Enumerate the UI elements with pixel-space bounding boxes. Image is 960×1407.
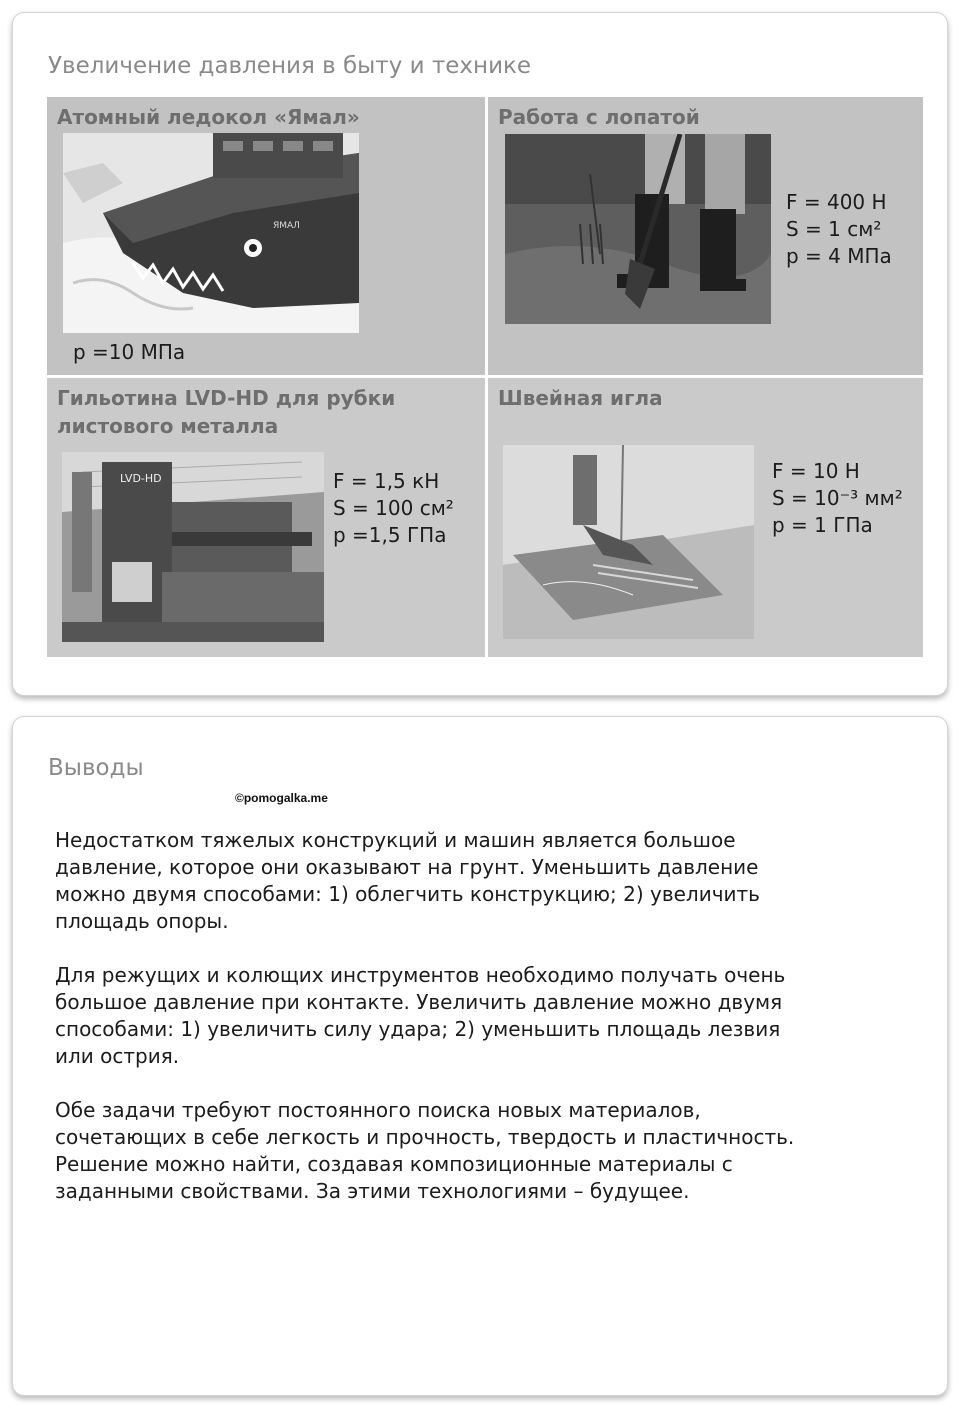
paragraph: [55, 1097, 935, 1205]
slide-title: Выводы: [48, 755, 144, 781]
pressure-value: р =10 МПа: [73, 340, 186, 364]
cell-title-line: Гильотина LVD-HD для рубки: [57, 386, 396, 410]
icebreaker-params: [73, 339, 185, 366]
guillotine-photo: [62, 452, 324, 642]
text-line: сочетающих в себе легкость и прочность, твердость и пластичность.: [55, 1125, 795, 1149]
text-line: можно двумя способами: 1) облегчить конструкцию; 2) увеличить: [55, 882, 760, 906]
text-line: большое давление при контакте. Увеличить давление можно двумя: [55, 990, 783, 1014]
cell-title: Работа с лопатой: [498, 105, 700, 129]
cell-title: Атомный ледокол «Ямал»: [57, 105, 360, 129]
cell-shovel: [488, 97, 923, 375]
slide-pressure-examples: [12, 12, 948, 696]
force-value: F = 1,5 кН: [333, 469, 440, 493]
shovel-params: [786, 189, 892, 270]
cell-title: [57, 384, 395, 440]
watermark: ©pomogalka.me: [235, 791, 328, 805]
text-line: Решение можно найти, создавая композиционные материалы с: [55, 1152, 733, 1176]
guillotine-params: [333, 468, 454, 549]
pressure-value: p = 1 ГПа: [772, 513, 873, 537]
icebreaker-photo: [63, 133, 359, 333]
slide-conclusions: [12, 716, 948, 1396]
text-line: Обе задачи требуют постоянного поиска новых материалов,: [55, 1098, 701, 1122]
text-line: способами: 1) увеличить силу удара; 2) уменьшить площадь лезвия: [55, 1017, 781, 1041]
area-value: S = 10⁻³ мм²: [772, 486, 903, 510]
text-line: или острия.: [55, 1044, 180, 1068]
conclusions-text: [55, 827, 935, 1232]
icebreaker-hull-text: ЯМАЛ: [273, 221, 300, 231]
text-line: давление, которое они оказывают на грунт. Уменьшить давление: [55, 855, 759, 879]
text-line: заданными свойствами. За этими технологиями – будущее.: [55, 1179, 690, 1203]
area-value: S = 1 см²: [786, 217, 882, 241]
paragraph: [55, 827, 935, 935]
cell-title-line: листового металла: [57, 414, 279, 438]
slide-title: Увеличение давления в быту и технике: [48, 53, 532, 79]
area-value: S = 100 см²: [333, 496, 454, 520]
shovel-photo: [505, 134, 771, 324]
pressure-value: p = 4 МПа: [786, 244, 892, 268]
cell-icebreaker: [47, 97, 485, 375]
force-value: F = 10 Н: [772, 459, 860, 483]
sewing-needle-photo: [503, 445, 754, 639]
paragraph: [55, 962, 935, 1070]
examples-table: [47, 97, 923, 657]
text-line: Недостатком тяжелых конструкций и машин является большое: [55, 828, 736, 852]
pressure-value: p =1,5 ГПа: [333, 523, 447, 547]
sewing-needle-params: [772, 458, 903, 539]
cell-title: Швейная игла: [498, 386, 663, 410]
force-value: F = 400 Н: [786, 190, 887, 214]
text-line: Для режущих и колющих инструментов необходимо получать очень: [55, 963, 786, 987]
cell-sewing-needle: [488, 378, 923, 657]
guillotine-brand-text: LVD-HD: [120, 472, 162, 485]
cell-guillotine: [47, 378, 485, 657]
text-line: площадь опоры.: [55, 909, 229, 933]
